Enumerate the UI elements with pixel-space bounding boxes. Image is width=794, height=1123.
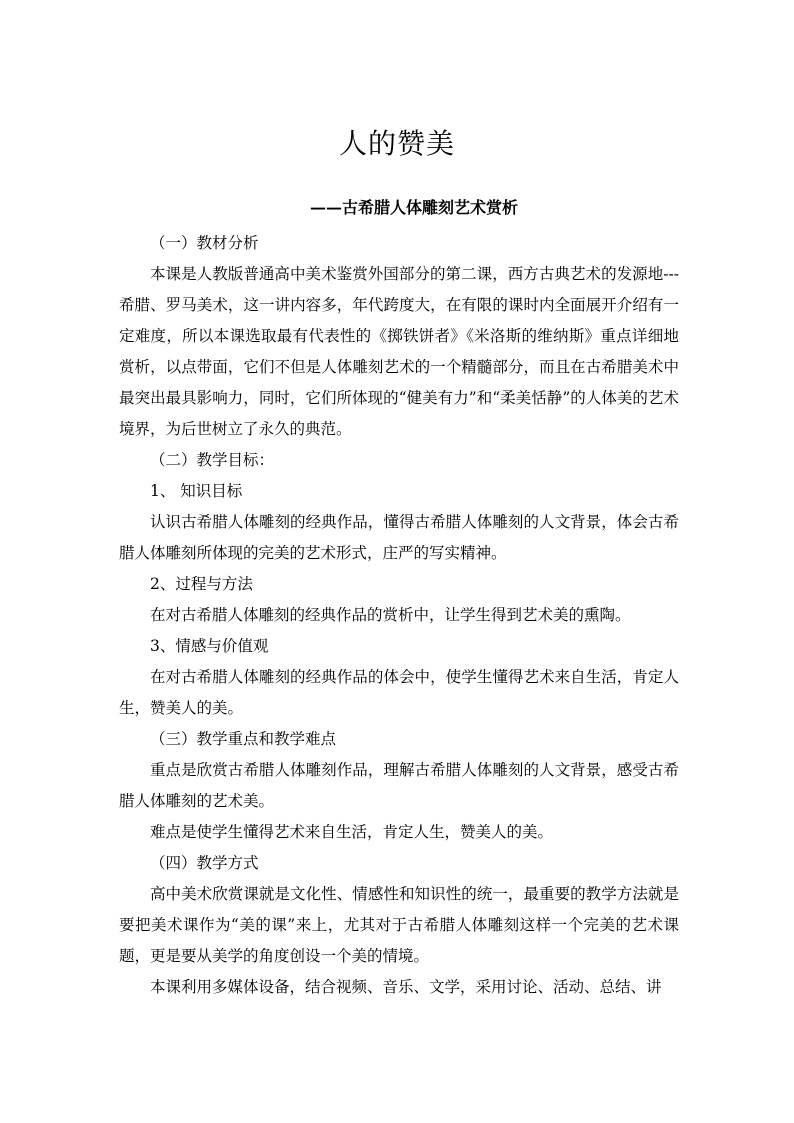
paragraph-emotion-values: 在对古希腊人体雕刻的经典作品的体会中，使学生懂得艺术来自生活，肯定人生，赞美人的美。 — [119, 668, 679, 717]
paragraph-knowledge-goal: 认识古希腊人体雕刻的经典作品，懂得古希腊人体雕刻的人文背景，体会古希腊人体雕刻所体现的完美的艺术形式，庄严的写实精神。 — [119, 513, 679, 562]
subheading-emotion-values: 3、情感与价值观 — [150, 637, 269, 655]
paragraph-key-points: 重点是欣赏古希腊人体雕刻作品，理解古希腊人体雕刻的人文背景，感受古希腊人体雕刻的艺术美。 — [119, 761, 679, 810]
section-heading-teaching-goals: （二）教学目标： — [150, 451, 275, 469]
paragraph-multimedia: 本课利用多媒体设备，结合视频、音乐、文学，采用讨论、活动、总结、讲 — [150, 978, 662, 996]
subheading-knowledge-goal: 1、 知识目标 — [150, 482, 243, 500]
section-heading-key-difficult-points: （三）教学重点和教学难点 — [150, 730, 337, 748]
subheading-process-method: 2、过程与方法 — [150, 575, 253, 593]
paragraph-teaching-method: 高中美术欣赏课就是文化性、情感性和知识性的统一，最重要的教学方法就是要把美术课作为“美的课”来上，尤其对于古希腊人体雕刻这样一个完美的艺术课题，更是要从美学的角度创设一个美的情境。 — [119, 885, 679, 965]
document-body — [119, 228, 679, 1003]
section-heading-teaching-method: （四）教学方式 — [150, 854, 259, 872]
document-title: 人的赞美 — [338, 127, 455, 160]
document-subtitle: ——古希腊人体雕刻艺术赏析 — [310, 198, 519, 217]
paragraph-process-method: 在对古希腊人体雕刻的经典作品的赏析中，让学生得到艺术美的熏陶。 — [150, 606, 631, 624]
section-heading-textbook-analysis: （一）教材分析 — [150, 234, 259, 252]
paragraph-textbook-analysis: 本课是人教版普通高中美术鉴赏外国部分的第二课，西方古典艺术的发源地---希腊、罗马美术，这一讲内容多，年代跨度大，在有限的课时内全面展开介绍有一定难度，所以本课选取最有代表性的《掷铁饼者》《米洛斯的维纳斯》重点详细地赏析，以点带面，它们不但是人体雕刻艺术的一个精髓部分，而且在古希腊美术中最突出最具影响力，同时，它们所体现的“健美有力”和“柔美恬静”的人体美的艺术境界，为后世树立了永久的典范。 — [119, 265, 679, 438]
paragraph-difficult-points: 难点是使学生懂得艺术来自生活，肯定人生，赞美人的美。 — [150, 823, 554, 841]
